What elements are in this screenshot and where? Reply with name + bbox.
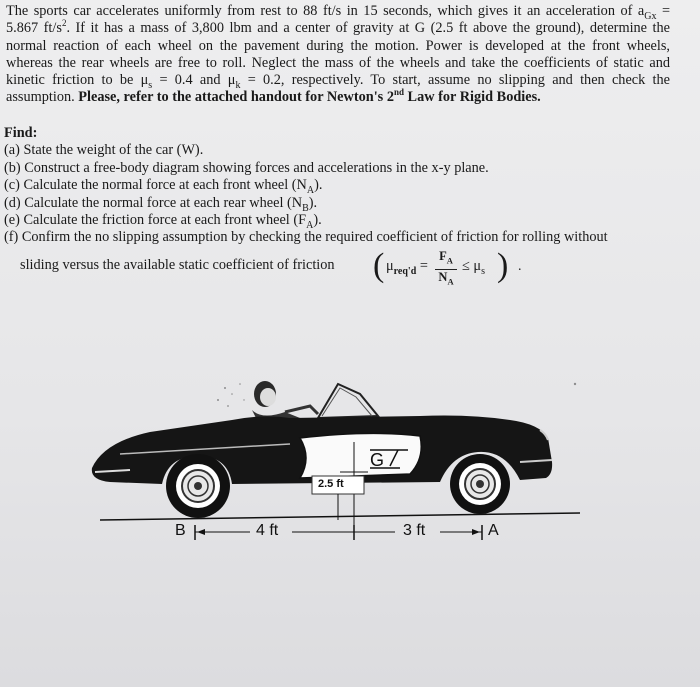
mu-required: $\mu_{req'd}$ = [386, 258, 428, 277]
windshield-frame [322, 388, 372, 416]
left-paren: ( [373, 247, 385, 284]
driver-face [260, 388, 276, 406]
dim-left-label: 4 ft [256, 522, 279, 539]
label-a: A [488, 522, 499, 539]
find-item-e: (e) Calculate the friction force at each front wheel $(F_A)$. [4, 212, 322, 231]
problem-line-2: 5.867 $ft/s^2$. If it has a mass of 3,800 lbm and a center of gravity at G (2.5 ft above the ground), determine the [6, 18, 670, 37]
find-item-d: (d) Calculate the normal force at each rear wheel $(N_B)$. [4, 194, 318, 214]
problem-line-4: whereas the rear wheels are free to roll. Neglect the mass of the wheels and take the coefficients of static and [6, 54, 670, 71]
formula-period: . [518, 259, 522, 274]
dim-right-label: 3 ft [403, 522, 426, 539]
mu-static-bound: ≤ $\mu_s$ [462, 258, 485, 277]
friction-check-line [20, 247, 680, 287]
label-b: B [175, 522, 186, 539]
dim-height-label: 2.5 ft [318, 478, 344, 490]
find-section [4, 125, 684, 247]
problem-line-3: normal reaction of each wheel on the pavement during the motion. Power is developed at the front wheels, [6, 37, 670, 54]
problem-statement [6, 3, 670, 107]
friction-fraction [435, 249, 457, 289]
find-item-c: (c) Calculate the normal force at each front wheel $(N_A)$. [4, 177, 323, 197]
find-item-f: (f) Confirm the no slipping assumption by checking the required coefficient of friction for rolling without [4, 229, 608, 246]
problem-line-5: kinetic friction to be $\mu_s = 0.4$ and $\mu_k = 0.2$, respectively. To start, assume no slipping and then check the [6, 72, 670, 92]
find-item-b: (b) Construct a free-body diagram showing forces and accelerations in the x-y plane. [4, 159, 489, 176]
dim-arrow-b [197, 529, 205, 535]
fraction-denominator: $N_A$ [438, 269, 454, 286]
fraction-numerator: $F_A$ [435, 249, 457, 270]
right-paren: ) [497, 247, 509, 284]
label-g: G [370, 450, 385, 470]
side-cove [300, 433, 421, 478]
front-wheel [450, 454, 510, 514]
find-item-a: (a) State the weight of the car (W). [4, 142, 204, 159]
driver-arm [285, 406, 318, 414]
rear-wheel [166, 454, 230, 518]
handout-note: Please, refer to the attached handout for Newton's 2nd Law for Rigid Bodies. [78, 87, 541, 106]
friction-formula [373, 247, 518, 287]
car-illustration [0, 370, 700, 570]
problem-line-1: The sports car accelerates uniformly from rest to 88 ft/s in 15 seconds, which gives it an acceleration of $a_{Gx}$ = [6, 3, 671, 22]
car-figure [0, 370, 700, 570]
find-title: Find: [4, 125, 38, 141]
problem-line-6: assumption. Please, refer to the attached handout for Newton's 2nd Law for Rigid Bodies. [6, 87, 541, 106]
sliding-text: sliding versus the available static coefficient of friction [20, 257, 335, 273]
dim-arrow-a [472, 529, 480, 535]
ground-line [100, 513, 580, 520]
